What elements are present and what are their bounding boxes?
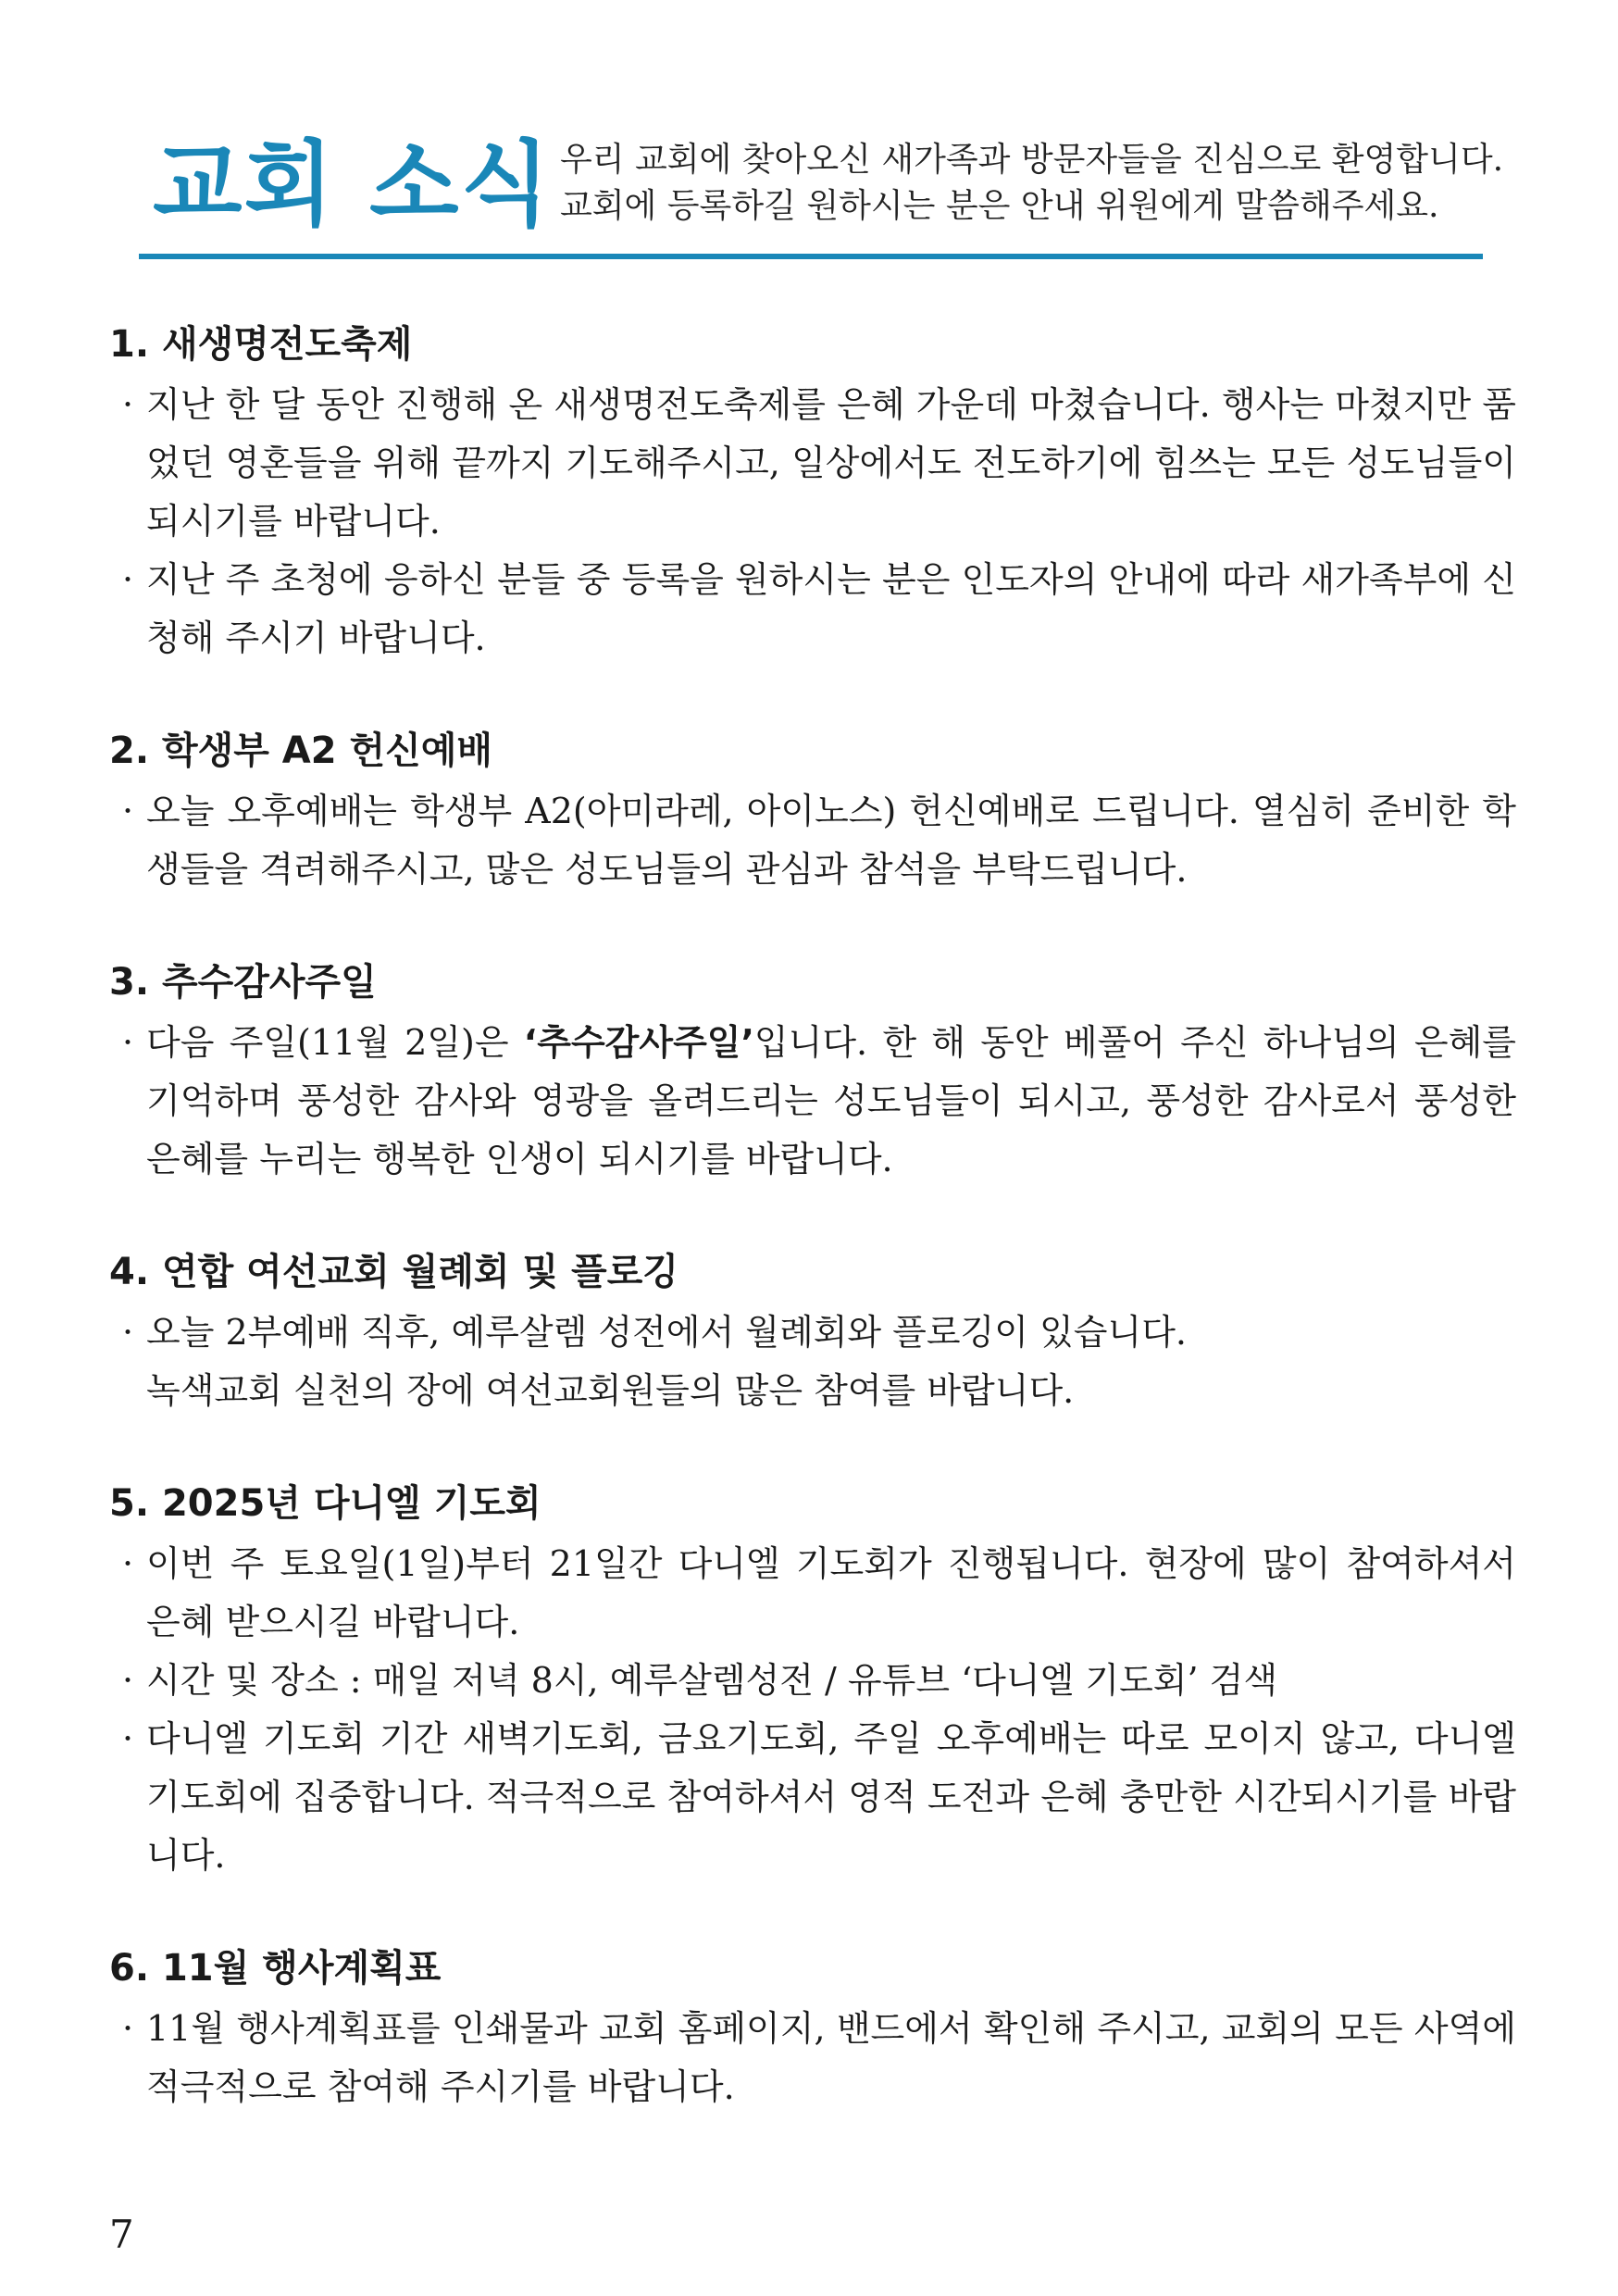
- section-title: 2. 학생부 A2 헌신예배: [109, 730, 493, 772]
- news-list: [109, 315, 1516, 2170]
- bullet-icon: ·: [121, 791, 134, 831]
- bullet-icon: ·: [121, 1312, 134, 1353]
- item-text: [146, 1014, 1516, 1189]
- bullet-icon: ·: [121, 384, 134, 425]
- item-text: 오늘 오후예배는 학생부 A2(아미라레, 아이노스) 헌신예배로 드립니다. 열심히 준비한 학생들을 격려해주시고, 많은 성도님들의 관심과 참석을 부탁드립니다.: [146, 791, 1516, 890]
- welcome-line-2: 교회에 등록하길 원하시는 분은 안내 위원에게 말씀해주세요.: [560, 187, 1439, 225]
- page-header: [153, 130, 1504, 241]
- section-title: 1. 새생명전도축제: [109, 323, 413, 366]
- bullet-icon: ·: [121, 1660, 134, 1701]
- news-section: [109, 721, 1516, 899]
- item-text: 지난 주 초청에 응하신 분들 중 등록을 원하시는 분은 인도자의 안내에 따라 새가족부에 신청해 주시기 바랍니다.: [146, 559, 1516, 658]
- section-title: 6. 11월 행사계획표: [109, 1947, 442, 1990]
- page-number: 7: [109, 2212, 134, 2257]
- bullet-icon: ·: [121, 559, 134, 600]
- list-item: [109, 782, 1516, 899]
- news-section: [109, 1939, 1516, 2116]
- list-item: [109, 1304, 1516, 1362]
- header-divider: [139, 254, 1483, 259]
- section-title: 5. 2025년 다니엘 기도회: [109, 1482, 541, 1525]
- item-text: 녹색교회 실천의 장에 여선교회원들의 많은 참여를 바랍니다.: [146, 1370, 1075, 1411]
- section-title: 3. 추수감사주일: [109, 961, 377, 1004]
- list-item-continued: [109, 1362, 1516, 1420]
- list-item: [109, 2000, 1516, 2116]
- item-text: 오늘 2부예배 직후, 예루살렘 성전에서 월례회와 플로깅이 있습니다.: [146, 1312, 1188, 1353]
- list-item: [109, 376, 1516, 551]
- item-text: 다니엘 기도회 기간 새벽기도회, 금요기도회, 주일 오후예배는 따로 모이지 않고, 다니엘 기도회에 집중합니다. 적극적으로 참여하셔서 영적 도전과 은혜 충만한 시간되시기를 바랍니다.: [146, 1718, 1516, 1876]
- item-text: 지난 한 달 동안 진행해 온 새생명전도축제를 은혜 가운데 마쳤습니다. 행사는 마쳤지만 품었던 영혼들을 위해 끝까지 기도해주시고, 일상에서도 전도하기에 힘쓰는 모든 성도님들이 되시기를 바랍니다.: [146, 384, 1516, 542]
- item-text-end: 입니다. 한 해 동안 베풀어 주신 하나님의 은혜를 기억하며 풍성한 감사와 영광을 올려드리는 성도님들이 되시고, 풍성한 감사로서 풍성한 은혜를 누리는 행복한 인생이 되시기를 바랍니다.: [146, 1022, 1516, 1179]
- bullet-icon: ·: [121, 1543, 134, 1584]
- item-text-start: 다음 주일(11월 2일)은: [146, 1022, 524, 1063]
- news-section: [109, 1242, 1516, 1420]
- welcome-message: [560, 137, 1503, 230]
- list-item: [109, 1652, 1516, 1710]
- bullet-icon: ·: [121, 2008, 134, 2049]
- highlight-text: ‘추수감사주일’: [523, 1022, 754, 1063]
- bullet-spacer: [109, 1362, 146, 1420]
- list-item: [109, 1535, 1516, 1652]
- welcome-line-1: 우리 교회에 찾아오신 새가족과 방문자들을 진심으로 환영합니다.: [560, 141, 1504, 179]
- news-section: [109, 953, 1516, 1189]
- news-section: [109, 1474, 1516, 1885]
- item-text: 이번 주 토요일(1일)부터 21일간 다니엘 기도회가 진행됩니다. 현장에 많이 참여하셔서 은혜 받으시길 바랍니다.: [146, 1543, 1516, 1642]
- bullet-icon: ·: [121, 1022, 134, 1063]
- news-section: [109, 315, 1516, 668]
- item-text: 11월 행사계획표를 인쇄물과 교회 홈페이지, 밴드에서 확인해 주시고, 교회의 모든 사역에 적극적으로 참여해 주시기를 바랍니다.: [146, 2008, 1516, 2107]
- bullet-icon: ·: [121, 1718, 134, 1759]
- page-title: 교회 소식: [153, 131, 553, 239]
- list-item: [109, 551, 1516, 668]
- section-title: 4. 연합 여선교회 월례회 및 플로깅: [109, 1251, 678, 1293]
- item-text: 시간 및 장소 : 매일 저녁 8시, 예루살렘성전 / 유튜브 ‘다니엘 기도회’ 검색: [146, 1660, 1278, 1701]
- list-item: [109, 1014, 1516, 1189]
- list-item: [109, 1710, 1516, 1885]
